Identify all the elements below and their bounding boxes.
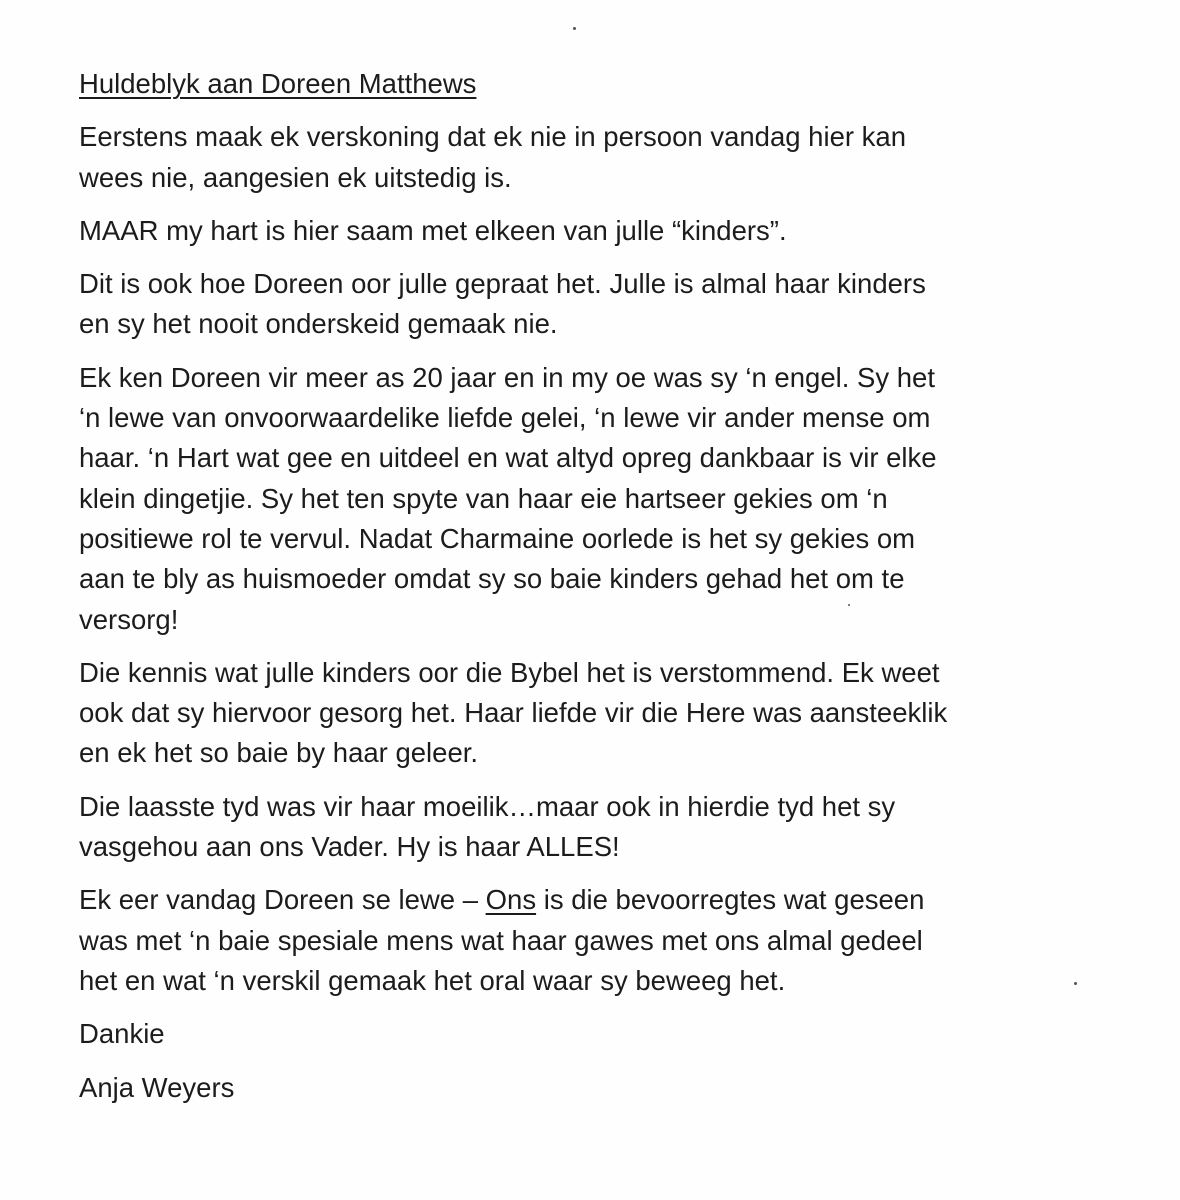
paragraph-heart <box>79 211 1139 251</box>
text-line: ‘n lewe van onvoorwaardelike liefde gelei, ‘n lewe vir ander mense om <box>79 402 931 434</box>
paragraph-angel <box>79 358 1139 640</box>
text-line: en sy het nooit onderskeid gemaak nie. <box>79 308 558 340</box>
closing: Dankie <box>79 1018 165 1050</box>
text-line: Dit is ook hoe Doreen oor julle gepraat het. Julle is almal haar kinders <box>79 268 926 300</box>
text-line: Die kennis wat julle kinders oor die Bybel het is verstommend. Ek weet <box>79 656 940 688</box>
text-line: was met ‘n baie spesiale mens wat haar gawes met ons almal gedeel <box>79 924 923 956</box>
paragraph-bible <box>79 653 1139 774</box>
text-line: haar. ‘n Hart wat gee en uitdeel en wat altyd opreg dankbaar is vir elke <box>79 442 937 474</box>
paragraph-children <box>79 264 1139 345</box>
paragraph-last-time <box>79 787 1139 868</box>
text-line: MAAR my hart is hier saam met elkeen van julle “kinders”. <box>79 214 787 246</box>
text-line: positiewe rol te vervul. Nadat Charmaine oorlede is het sy gekies om <box>79 522 916 554</box>
letter-body <box>79 64 1139 1121</box>
paragraph-honour <box>79 880 1139 1001</box>
text-line: versorg! <box>79 603 179 635</box>
text-line: wees nie, aangesien ek uitstedig is. <box>79 161 512 193</box>
text-line: het en wat ‘n verskil gemaak het oral waar sy beweeg het. <box>79 964 786 996</box>
text-line: ook dat sy hiervoor gesorg het. Haar liefde vir die Here was aansteeklik <box>79 697 948 729</box>
paragraph-apology <box>79 117 1139 198</box>
text-line: Die laasste tyd was vir haar moeilik…maar ook in hierdie tyd het sy <box>79 790 896 822</box>
scan-speck <box>573 27 576 30</box>
text-line: Ek ken Doreen vir meer as 20 jaar en in my oe was sy ‘n engel. Sy het <box>79 361 935 393</box>
text-line: Eerstens maak ek verskoning dat ek nie in persoon vandag hier kan <box>79 121 907 153</box>
text-line-end: is die bevoorregtes wat geseen <box>536 884 925 916</box>
text-line: aan te bly as huismoeder omdat sy so baie kinders gehad het om te <box>79 563 905 595</box>
text-line: en ek het so baie by haar geleer. <box>79 737 479 769</box>
signature: Anja Weyers <box>79 1071 235 1103</box>
letter-title: Huldeblyk aan Doreen Matthews <box>79 68 477 99</box>
text-line: klein dingetjie. Sy het ten spyte van haar eie hartseer gekies om ‘n <box>79 482 888 514</box>
underlined-word: Ons <box>485 884 537 916</box>
text-line: vasgehou aan ons Vader. Hy is haar ALLES! <box>79 831 620 863</box>
text-line-start: Ek eer vandag Doreen se lewe – <box>79 884 486 916</box>
